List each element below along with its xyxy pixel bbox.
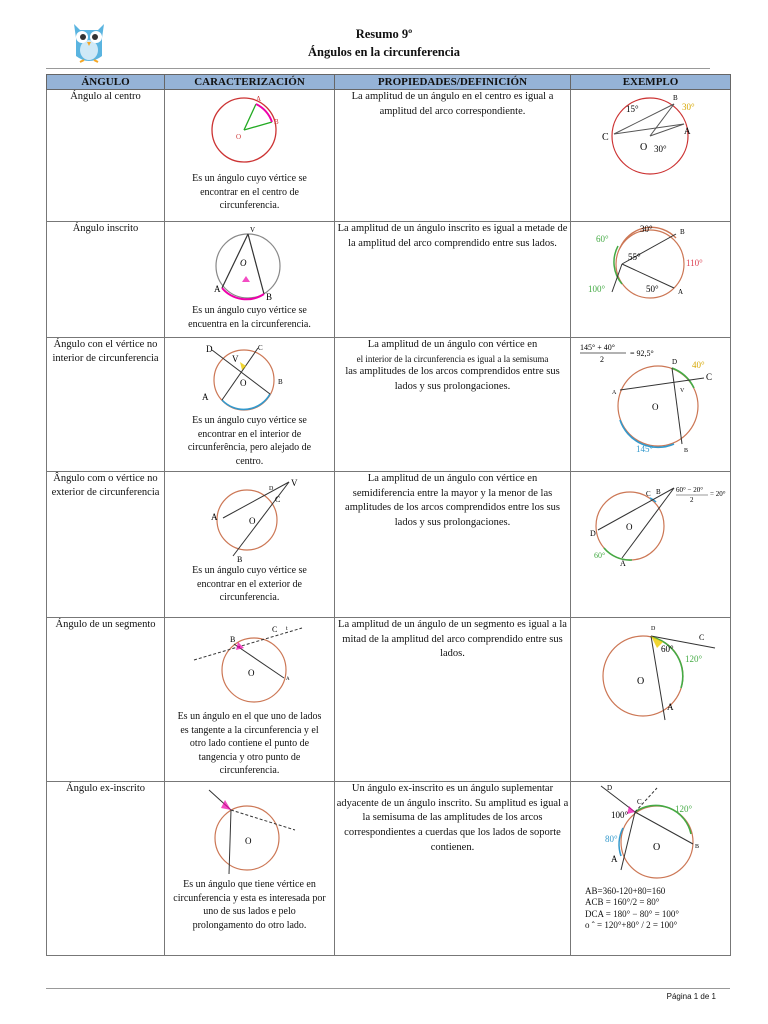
point-label: O: [652, 842, 660, 853]
point-label: C: [274, 495, 280, 504]
point-label: O: [625, 522, 632, 532]
col-header-exemplo: EXEMPLO: [571, 75, 731, 90]
angle-label: 30°: [639, 224, 653, 234]
caracterizacion-text: Es un ángulo cuyo vértice se encontrar en el centro de circunferencia.: [192, 173, 307, 211]
exinscribed-angle-diagram: [195, 786, 305, 876]
point-label: V: [231, 354, 238, 364]
ejemplo-cell: [571, 222, 731, 338]
point-label: B: [694, 844, 699, 850]
formula-line: DCA = 180° − 80° = 100°: [585, 908, 680, 919]
formula-text: 2: [599, 355, 604, 364]
angle-label: 60°: [593, 551, 605, 560]
point-label: A: [611, 390, 616, 396]
angle-label: 60°: [595, 234, 609, 244]
point-label: A: [610, 854, 617, 864]
propiedad-text: La amplitud de un ángulo inscrito es igual a metade de la amplitud del arco comprendido entre sus lados.: [335, 222, 571, 338]
page-subtitle: Ángulos en la circunferencia: [308, 45, 460, 59]
formula-line: o ˆ = 120°+80° / 2 = 100°: [585, 919, 678, 930]
point-label: O: [239, 378, 246, 388]
point-label: C: [257, 344, 263, 352]
point-label: V: [249, 226, 255, 234]
table-row: [47, 782, 731, 956]
example-diagram: [581, 782, 721, 886]
point-label: D: [650, 626, 655, 632]
table-header-row: [47, 75, 731, 90]
header-rule: [46, 68, 710, 69]
angle-label: 145°: [635, 444, 653, 454]
angle-name: Ángulo inscrito: [47, 222, 165, 338]
col-header-propiedades: PROPIEDADES/DEFINICIÓN: [335, 75, 571, 90]
point-label: B: [672, 94, 678, 102]
point-label: B: [683, 448, 688, 454]
table-row: [47, 222, 731, 338]
point-label: O: [651, 402, 658, 412]
propiedad-text: La amplitud de un ángulo con vértice en: [367, 339, 538, 350]
point-label: C: [698, 633, 704, 642]
caracterizacion-cell: [165, 338, 335, 472]
point-label: O: [636, 676, 644, 687]
caracterizacion-cell: [165, 618, 335, 782]
angle-label: 30°: [653, 144, 667, 154]
angle-label: 120°: [684, 654, 702, 664]
point-label: C: [645, 490, 651, 498]
point-label: B: [277, 378, 283, 386]
point-label: O: [247, 668, 254, 678]
angle-label: 80°: [604, 834, 618, 844]
propiedad-cell: [335, 338, 571, 472]
caracterizacion-text: Es un ángulo en el que uno de lados es tangente a la circunferencia y el otro lado contiene el punto de tangencia y otro punto de circunferencia.: [177, 711, 322, 776]
point-label: O: [239, 258, 246, 268]
table-row: [47, 338, 731, 472]
angle-label: 15°: [625, 104, 639, 114]
point-label: A: [201, 392, 208, 402]
angle-name: Ángulo de un segmento: [47, 618, 165, 782]
angle-name: Ángulo al centro: [47, 90, 165, 222]
point-label: D: [205, 344, 212, 354]
point-label: C: [271, 625, 277, 634]
formula-text: 145° + 40°: [579, 343, 615, 352]
point-label: B: [229, 635, 235, 644]
angle-name: Ângulo com o vértice no exterior de circunferencia: [47, 472, 165, 618]
point-label: V: [290, 478, 297, 488]
point-label: V: [679, 388, 684, 394]
table-row: [47, 618, 731, 782]
angles-table: [46, 74, 731, 956]
caracterizacion-cell: [165, 90, 335, 222]
example-diagram: [576, 472, 726, 568]
angle-name: Ángulo con el vértice no interior de circunferencia: [47, 338, 165, 472]
point-label: C: [705, 372, 712, 382]
formula-line: AB=360-120+80=160: [585, 886, 666, 896]
point-label: D: [671, 358, 677, 366]
point-label: B: [655, 488, 661, 496]
example-diagram: [576, 338, 726, 456]
caracterizacion-text: Es un ángulo que tiene vértice en circunferencia y esta es interesada por uno de sus lados e pelo prolongamento do otro lado.: [173, 879, 326, 931]
col-header-angulo: ÁNGULO: [47, 75, 165, 90]
ejemplo-cell: [571, 338, 731, 472]
ejemplo-cell: [571, 782, 731, 956]
propiedad-text: Un ángulo ex-inscrito es un ángulo suplementar adyacente de un ángulo inscrito. Su amplitud es igual a la semisuma de las amplitudes de los arcos correspondientes a cuerdas que los lados de soporte contienen.: [335, 782, 571, 956]
point-label: D: [589, 529, 596, 538]
ejemplo-cell: [571, 618, 731, 782]
angle-label: 100°: [610, 810, 628, 820]
angle-name: Ángulo ex-inscrito: [47, 782, 165, 956]
example-diagram: [581, 618, 721, 728]
caracterizacion-cell: [165, 782, 335, 956]
point-label: O: [235, 133, 241, 141]
point-label: A: [666, 702, 673, 712]
segment-angle-diagram: [190, 622, 310, 708]
angle-label: 50°: [645, 284, 659, 294]
point-label: O: [244, 836, 251, 846]
caracterizacion-text: Es un ángulo cuyo vértice se encuentra en la circunferencia.: [188, 305, 311, 330]
footer-rule: [46, 988, 730, 989]
point-label: A: [285, 677, 290, 682]
inscribed-angle-diagram: [200, 226, 300, 302]
propiedad-text: las amplitudes de los arcos comprendidos entre sus lados y sus prolongaciones.: [345, 366, 560, 392]
ejemplo-cell: [571, 472, 731, 618]
formula-line: ACB = 160°/2 = 80°: [585, 897, 660, 908]
propiedad-text: el interior de la circunferencia es igual a la semisuma: [356, 353, 549, 364]
angle-label: 120°: [674, 804, 692, 814]
angle-label: 60°: [660, 644, 674, 654]
formula-text: 2: [689, 496, 693, 504]
propiedad-text: La amplitud de un ángulo en el centro es igual a amplitud del arco correspondiente.: [335, 90, 571, 222]
point-label: A: [213, 284, 220, 294]
caracterizacion-text: Es un ángulo cuyo vértice se encontrar en el exterior de circunferencia.: [192, 565, 307, 603]
point-label: D: [606, 784, 612, 792]
point-label: A: [677, 288, 683, 296]
table-row: [47, 90, 731, 222]
propiedad-cell: [335, 472, 571, 618]
angle-label: 40°: [691, 360, 705, 370]
propiedad-text: La amplitud de un ángulo con vértice en: [367, 473, 538, 484]
point-label: A: [255, 95, 261, 103]
point-label: B: [679, 228, 685, 236]
point-label: B: [265, 292, 272, 302]
point-label: A: [683, 126, 690, 136]
formula-text: = 20°: [709, 490, 725, 498]
point-label: C: [601, 132, 609, 143]
point-label: D: [268, 486, 273, 492]
formula-text: 60° − 20°: [675, 486, 703, 494]
point-label: O: [248, 516, 255, 526]
ejemplo-cell: [571, 90, 731, 222]
table-row: [47, 472, 731, 618]
angle-label: 100°: [587, 284, 605, 294]
caracterizacion-cell: [165, 472, 335, 618]
interior-vertex-diagram: [200, 342, 300, 412]
central-angle-diagram: [200, 94, 300, 170]
point-label: B: [273, 118, 279, 126]
exterior-vertex-diagram: [195, 476, 305, 562]
angle-label: 55°: [627, 252, 641, 262]
page-title: Resumo 9º: [355, 27, 413, 41]
point-label: A: [210, 512, 217, 522]
caracterizacion-text: Es un ángulo cuyo vértice se encontrar en el interior de circunferência, pero alejado de centro.: [187, 415, 312, 467]
point-label: C: [636, 798, 642, 806]
example-diagram: [586, 222, 716, 306]
point-label: B: [236, 555, 242, 562]
point-label: A: [619, 559, 626, 568]
col-header-caracterizacion: CARACTERIZACIÓN: [165, 75, 335, 90]
angle-label: 30°: [681, 102, 695, 112]
point-label: t: [285, 626, 288, 632]
caracterizacion-cell: [165, 222, 335, 338]
propiedad-text: La amplitud de un ángulo de un segmento es igual a la mitad de la amplitud del arco comprendido entre sus lados.: [335, 618, 571, 782]
point-label: O: [639, 142, 647, 153]
page-number: Página 1 de 1: [666, 992, 716, 1001]
example-diagram: [596, 90, 706, 180]
formula-text: = 92,5°: [629, 349, 654, 358]
angle-label: 110°: [685, 258, 703, 268]
propiedad-text: semidiferencia entre la mayor y la menor de las amplitudes de los arcos comprendidos entre los sus lados y sus prolongaciones.: [345, 487, 560, 529]
